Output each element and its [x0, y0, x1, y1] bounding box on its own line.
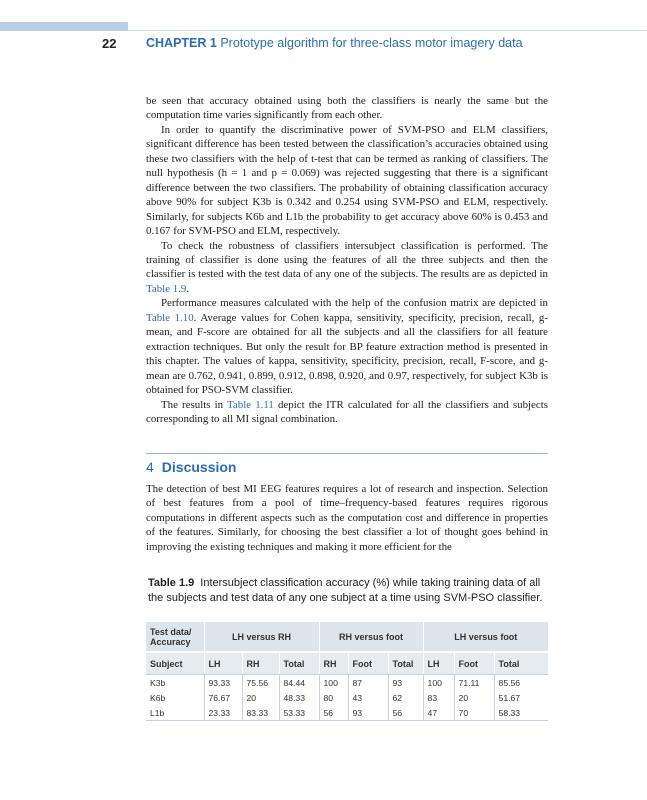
column-header: RH [242, 652, 279, 675]
table-cell: 20 [454, 690, 494, 705]
paragraph [146, 239, 548, 297]
paragraph: be seen that accuracy obtained using both the classifiers is nearly the same but the computation time varies significantly from each other. [146, 95, 548, 122]
page-number: 22 [102, 36, 117, 51]
column-header: Total [388, 652, 423, 675]
table-cell: 23.33 [204, 705, 242, 721]
table-cell: 70 [454, 705, 494, 721]
table-label: Table 1.9 [148, 577, 195, 589]
table-cell: 85.56 [494, 675, 548, 691]
table-cell: 100 [319, 675, 348, 691]
table-cell: 20 [242, 690, 279, 705]
table-cell: 47 [423, 705, 454, 721]
table-cell: 93 [388, 675, 423, 691]
table-cell: 75.56 [242, 675, 279, 691]
table-cell: 53.33 [279, 705, 319, 721]
paragraph-text: depict the ITR calculated for all the classifiers and subjects corresponding to all MI signal combination. [146, 398, 548, 425]
table-cell: 48.33 [279, 690, 319, 705]
table-cell: 76.67 [204, 690, 242, 705]
table-row [146, 705, 548, 721]
paragraph-text: To check the robustness of classifiers intersubject classification is performed. The training of classifier is done using the features of all the three subjects and then the classifier is tested with the test data of any one of the subjects. The results are as depicted in [146, 239, 548, 281]
table-cell: 93.33 [204, 675, 242, 691]
paragraph: The detection of best MI EEG features requires a lot of research and inspection. Selection of best features from a pool of time–frequency-based features requires rigorous computations in different aspects such as the computation cost and difference in properties of the features. Similarly, for choosing the best classifier a lot of thought goes behind in improving the existing techniques and making it more efficient for the [146, 483, 548, 553]
body-text [146, 94, 548, 426]
column-header: LH [204, 652, 242, 675]
table-1-11-link[interactable]: Table 1.11 [227, 398, 274, 411]
results-table [146, 622, 548, 721]
paragraph-text: Performance measures calculated with the help of the confusion matrix are depicted in [161, 297, 548, 310]
header-rule [128, 30, 647, 31]
table-cell: 80 [319, 690, 348, 705]
paragraph: In order to quantify the discriminative power of SVM-PSO and ELM classifiers, significant difference has been tested between the classification’s accuracies obtained using these two classifiers with the help of t-test that can be termed as ranking of classifiers. The null hypothesis (h = 1 and p = 0.069) was rejected suggesting that there is a significant difference between the two classifiers. The probability of obtaining classification accuracy above 90% for subject K3b is 0.342 and 0.254 using SVM-PSO and ELM, respectively. Similarly, for subjects K6b and L1b the probability to get accuracy above 60% is 0.453 and 0.167 for SVM-PSO and ELM, respectively. [146, 123, 548, 238]
table-cell: 93 [348, 705, 388, 721]
section-rule [146, 453, 548, 454]
column-header: Foot [454, 652, 494, 675]
group-header-rh-foot: RH versus foot [319, 622, 423, 652]
discussion-text [146, 482, 548, 554]
paragraph-text: . [186, 282, 190, 295]
section-number: 4 [146, 459, 154, 475]
table-cell: 43 [348, 690, 388, 705]
paragraph [146, 398, 548, 427]
table-cell: L1b [146, 705, 204, 721]
table-cell: 62 [388, 690, 423, 705]
table-cell: 87 [348, 675, 388, 691]
table-cell: 83 [423, 690, 454, 705]
column-header: Total [279, 652, 319, 675]
table-cell: 58.33 [494, 705, 548, 721]
column-header: RH [319, 652, 348, 675]
column-header: LH [423, 652, 454, 675]
table-cell: 56 [388, 705, 423, 721]
paragraph [146, 296, 548, 397]
header-accent-bar [0, 22, 128, 31]
table-cell: 100 [423, 675, 454, 691]
table-cell: 71.11 [454, 675, 494, 691]
table-caption-text: Intersubject classification accuracy (%) while taking training data of all the subjects and test data of any one subject at a time using SVM-PSO classifier. [148, 577, 543, 604]
chapter-title: Prototype algorithm for three-class motor imagery data [220, 36, 523, 50]
column-header: Total [494, 652, 548, 675]
table-cell: 51.67 [494, 690, 548, 705]
section-heading [146, 459, 237, 475]
paragraph-text: . Average values for Cohen kappa, sensitivity, specificity, precision, recall, g-mean, and F-score are obtained for all the subjects and all the classifiers for all feature extraction techniques. But only the result for BP feature extraction method is presented in this chapter. The values of kappa, sensitivity, specificity, precision, recall, F-score, and g-mean are 0.762, 0.941, 0.899, 0.912, 0.898, 0.920, and 0.97, respectively, for subject K3b is obtained for PSO-SVM classifier. [146, 311, 549, 397]
table-row [146, 675, 548, 691]
section-title: Discussion [161, 459, 237, 475]
table-1-9-link[interactable]: Table 1.9 [146, 282, 187, 295]
table-group-header-row [146, 622, 548, 652]
column-header: Foot [348, 652, 388, 675]
table-cell: K6b [150, 692, 166, 703]
table-caption [148, 576, 543, 605]
chapter-label: CHAPTER 1 [146, 36, 217, 50]
running-head [146, 36, 523, 50]
table-subheader-row [146, 652, 548, 675]
column-header: Subject [146, 652, 204, 675]
corner-header: Test data/ Accuracy [146, 622, 204, 652]
paragraph-text: The results in [161, 398, 228, 411]
table-row [146, 690, 548, 705]
table-cell: K3b [150, 677, 166, 688]
group-header-lh-foot: LH versus foot [423, 622, 548, 652]
group-header-lh-rh: LH versus RH [204, 622, 319, 652]
table-cell: 84.44 [279, 675, 319, 691]
table-cell: 83.33 [242, 705, 279, 721]
table-cell: 56 [319, 705, 348, 721]
table-1-10-link[interactable]: Table 1.10 [146, 311, 194, 324]
